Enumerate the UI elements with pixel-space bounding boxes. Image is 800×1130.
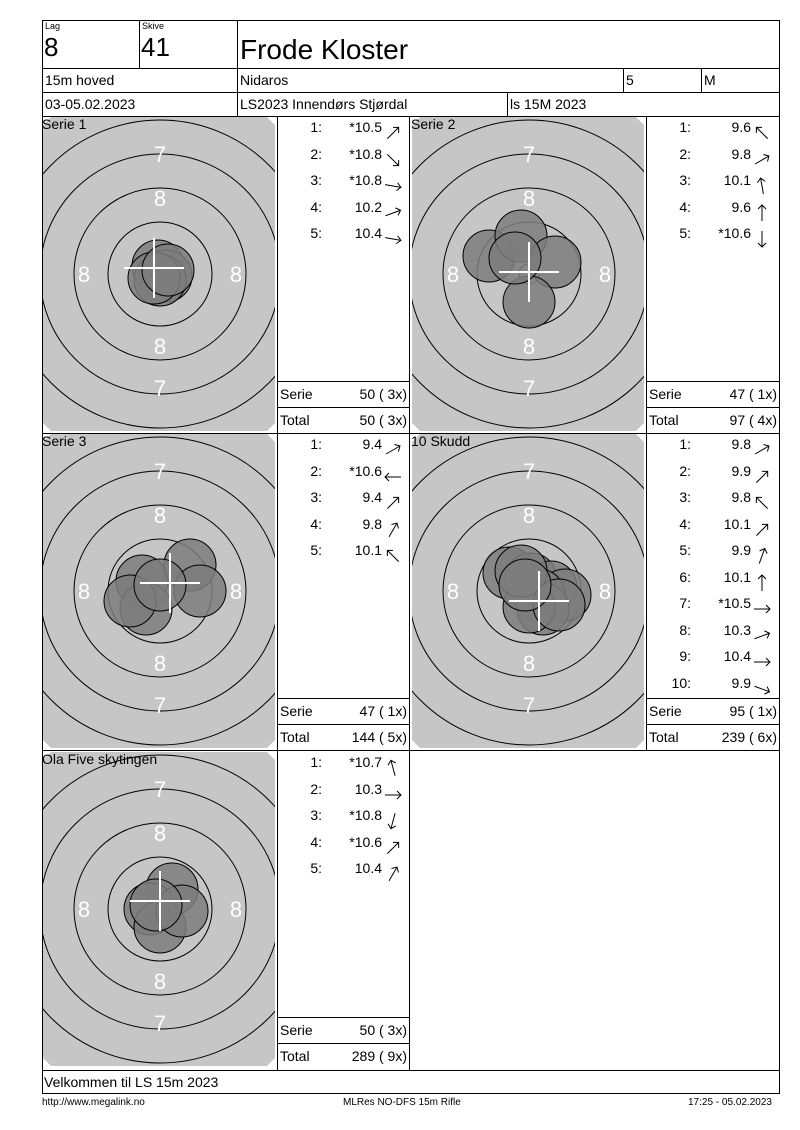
direction-arrow-icon [751, 676, 773, 702]
shot-row [645, 436, 775, 462]
shot-number: 3: [679, 172, 691, 188]
direction-arrow-icon [382, 490, 404, 516]
shot-row [276, 860, 406, 886]
shot-row [645, 675, 775, 701]
target-panel [43, 752, 275, 1066]
direction-arrow-icon [382, 517, 404, 543]
ring-label-7: 7 [153, 777, 167, 802]
ring-label-7: 7 [153, 459, 167, 484]
shot-number: 3: [310, 172, 322, 188]
direction-arrow-icon [751, 517, 773, 543]
ring-label-8: 8 [229, 897, 243, 922]
shot-number: 5: [679, 542, 691, 558]
shot-number: 1: [679, 436, 691, 452]
footer-url[interactable]: http://www.megalink.no [42, 1097, 145, 1108]
shot-score: 10.1 [723, 172, 751, 188]
total-label: Total [649, 729, 679, 745]
shot-row [645, 463, 775, 489]
target-card [412, 434, 644, 748]
target-panel [43, 117, 275, 431]
shot-number: 2: [310, 780, 322, 797]
direction-arrow-icon [382, 226, 404, 252]
shot-number: 3: [679, 489, 691, 505]
target-panel [412, 117, 644, 431]
ring-label-8: 8 [522, 651, 536, 676]
shot-score: 10.3 [354, 780, 382, 797]
shot-score: 10.3 [723, 621, 751, 638]
shot-score: 9.9 [731, 462, 751, 479]
total-value: 50 ( 3x) [359, 412, 407, 428]
shot-number: 1: [679, 119, 691, 135]
shot-row [276, 146, 406, 172]
ring-label-8: 8 [522, 334, 536, 359]
ring-label-8: 8 [446, 262, 460, 287]
shot-number: 4: [310, 833, 322, 850]
ring-label-8: 8 [598, 579, 612, 604]
shot-number: 1: [310, 119, 322, 135]
target-panel [43, 434, 275, 748]
panel-title: Serie 2 [411, 116, 456, 132]
serie-value: 50 ( 3x) [359, 1022, 407, 1038]
lag-value: 8 [44, 32, 59, 62]
shot-number: 3: [310, 807, 322, 823]
shot-row [645, 569, 775, 595]
direction-arrow-icon [751, 437, 773, 463]
ring-label-7: 7 [522, 376, 536, 401]
serie-value: 50 ( 3x) [359, 386, 407, 402]
total-value: 289 ( 9x) [351, 1048, 407, 1064]
shot-number: 5: [310, 542, 322, 558]
shot-number: 5: [679, 225, 691, 241]
total-value: 239 ( 6x) [721, 729, 777, 745]
shot-row [276, 463, 406, 489]
direction-arrow-icon [382, 861, 404, 887]
direction-arrow-icon [751, 120, 773, 146]
shot-number: 3: [310, 489, 322, 505]
shot-score: 9.8 [731, 436, 751, 452]
direction-arrow-icon [751, 464, 773, 490]
shot-row [645, 622, 775, 648]
direction-arrow-icon [751, 596, 773, 622]
shot-score: 10.4 [354, 860, 382, 876]
shot-row [645, 648, 775, 674]
panel-title: 10 Skudd [411, 433, 471, 449]
serie-value: 95 ( 1x) [729, 703, 777, 719]
shot-score: 9.4 [362, 436, 382, 452]
total-label: Total [280, 412, 310, 428]
shot-number: 4: [310, 515, 322, 532]
serie-summary [647, 699, 779, 723]
shot-row [276, 834, 406, 860]
shot-score: *10.5 [718, 595, 751, 611]
shot-row [276, 542, 406, 568]
shot-row [276, 489, 406, 515]
direction-arrow-icon [382, 173, 404, 199]
shot-score: 9.6 [731, 198, 751, 215]
serie-summary [278, 699, 409, 723]
direction-arrow-icon [751, 147, 773, 173]
shot-score: 9.9 [731, 542, 751, 558]
shot-score: 10.1 [354, 542, 382, 558]
ring-label-8: 8 [77, 897, 91, 922]
shot-score: 10.2 [354, 198, 382, 215]
shot-number: 6: [679, 568, 691, 585]
shot-number: 4: [310, 198, 322, 215]
shot-row [276, 516, 406, 542]
total-label: Total [280, 1048, 310, 1064]
shot-number: 5: [310, 225, 322, 241]
shot-row [645, 225, 775, 251]
class-label: 15m hoved [45, 72, 115, 88]
total-summary [278, 1044, 409, 1068]
ring-label-8: 8 [153, 186, 167, 211]
ring-label-7: 7 [522, 693, 536, 718]
shot-score: 10.1 [723, 568, 751, 585]
shot-score: 9.8 [731, 145, 751, 162]
ring-label-8: 8 [598, 262, 612, 287]
direction-arrow-icon [382, 755, 404, 781]
shot-number: 2: [310, 145, 322, 162]
panel-title: Serie 1 [42, 116, 87, 132]
shot-score: *10.5 [349, 119, 382, 135]
shot-row [276, 754, 406, 780]
shot-score: *10.8 [349, 145, 382, 162]
direction-arrow-icon [382, 543, 404, 569]
welcome-message: Velkommen til LS 15m 2023 [44, 1074, 219, 1090]
shot-number: 1: [310, 754, 322, 770]
direction-arrow-icon [751, 200, 773, 226]
shot-hole [142, 244, 194, 296]
total-value: 97 ( 4x) [729, 412, 777, 428]
shot-score: *10.7 [349, 754, 382, 770]
shot-row [276, 781, 406, 807]
direction-arrow-icon [751, 649, 773, 675]
shot-hole [499, 559, 551, 611]
shot-score: *10.8 [349, 807, 382, 823]
shot-score: 9.6 [731, 119, 751, 135]
serie-label: Serie [280, 1022, 313, 1038]
skive-value: 41 [141, 32, 170, 62]
target-card [43, 117, 275, 431]
shot-score: 9.9 [731, 674, 751, 691]
ring-label-7: 7 [153, 142, 167, 167]
total-summary [278, 408, 409, 432]
shot-row [276, 119, 406, 145]
direction-arrow-icon [382, 120, 404, 146]
gender-label: M [704, 72, 716, 88]
direction-arrow-icon [382, 200, 404, 226]
shot-number: 2: [679, 462, 691, 479]
total-summary [647, 408, 779, 432]
ring-label-8: 8 [522, 186, 536, 211]
shot-score: 10.4 [354, 225, 382, 241]
serie-summary [278, 1018, 409, 1042]
shot-row [645, 199, 775, 225]
shot-score: *10.6 [349, 462, 382, 479]
ring-label-8: 8 [446, 579, 460, 604]
ring-label-8: 8 [153, 334, 167, 359]
footer-software: MLRes NO-DFS 15m Rifle [343, 1097, 461, 1108]
shot-score: 9.4 [362, 489, 382, 505]
event-label: LS2023 Innendørs Stjørdal [240, 96, 408, 112]
direction-arrow-icon [382, 782, 404, 808]
shot-row [645, 595, 775, 621]
serie-label: Serie [280, 386, 313, 402]
ring-label-7: 7 [522, 459, 536, 484]
ring-label-8: 8 [77, 262, 91, 287]
target-card [412, 117, 644, 431]
shot-score: 10.1 [723, 515, 751, 532]
competition-label: ls 15M 2023 [510, 96, 587, 112]
shot-row [645, 146, 775, 172]
direction-arrow-icon [751, 543, 773, 569]
shot-number: 8: [679, 621, 691, 638]
skive-label: Skive [142, 21, 165, 31]
footer-timestamp: 17:25 - 05.02.2023 [688, 1097, 772, 1108]
total-label: Total [280, 729, 310, 745]
shot-number: 1: [310, 436, 322, 452]
ring-label-7: 7 [153, 376, 167, 401]
total-summary [278, 725, 409, 749]
shot-row [645, 489, 775, 515]
serie-summary [278, 382, 409, 406]
total-value: 144 ( 5x) [351, 729, 407, 745]
target-card [43, 752, 275, 1066]
target-card [43, 434, 275, 748]
direction-arrow-icon [382, 464, 404, 490]
direction-arrow-icon [751, 173, 773, 199]
shot-score: 10.4 [723, 648, 751, 664]
shot-row [276, 225, 406, 251]
serie-label: Serie [649, 386, 682, 402]
ring-label-7: 7 [153, 693, 167, 718]
shot-row [276, 436, 406, 462]
total-label: Total [649, 412, 679, 428]
serie-value: 47 ( 1x) [729, 386, 777, 402]
direction-arrow-icon [382, 835, 404, 861]
ring-label-8: 8 [153, 969, 167, 994]
club-label: Nidaros [240, 72, 289, 88]
shot-row [645, 542, 775, 568]
shot-number: 7: [679, 595, 691, 611]
shot-score: *10.6 [718, 225, 751, 241]
ring-label-8: 8 [229, 579, 243, 604]
direction-arrow-icon [382, 147, 404, 173]
shot-row [276, 199, 406, 225]
direction-arrow-icon [382, 808, 404, 834]
serie-label: Serie [280, 703, 313, 719]
serie-summary [647, 382, 779, 406]
target-panel [412, 434, 644, 748]
class-number: 5 [626, 72, 634, 88]
direction-arrow-icon [751, 226, 773, 252]
date-label: 03-05.02.2023 [45, 96, 136, 112]
shot-score: 9.8 [731, 489, 751, 505]
serie-label: Serie [649, 703, 682, 719]
ring-label-8: 8 [229, 262, 243, 287]
shot-number: 9: [679, 648, 691, 664]
total-summary [647, 725, 779, 749]
shot-number: 2: [310, 462, 322, 479]
ring-label-8: 8 [153, 821, 167, 846]
shot-number: 2: [679, 145, 691, 162]
ring-label-8: 8 [522, 503, 536, 528]
shot-number: 4: [679, 198, 691, 215]
direction-arrow-icon [751, 623, 773, 649]
shot-hole [130, 879, 182, 931]
lag-label: Lag [45, 21, 61, 31]
shot-row [645, 172, 775, 198]
shot-number: 4: [679, 515, 691, 532]
shot-number: 10: [671, 674, 691, 691]
shot-row [276, 807, 406, 833]
panel-title: Ola Five skytingen [42, 751, 158, 767]
ring-label-8: 8 [77, 579, 91, 604]
ring-label-7: 7 [522, 142, 536, 167]
serie-value: 47 ( 1x) [359, 703, 407, 719]
direction-arrow-icon [382, 437, 404, 463]
direction-arrow-icon [751, 490, 773, 516]
shot-number: 5: [310, 860, 322, 876]
shot-score: 9.8 [362, 515, 382, 532]
shot-score: *10.6 [349, 833, 382, 850]
shot-row [645, 119, 775, 145]
shooter-name: Frode Kloster [240, 34, 409, 65]
direction-arrow-icon [751, 570, 773, 596]
shot-row [276, 172, 406, 198]
shot-hole [134, 559, 186, 611]
shot-score: *10.8 [349, 172, 382, 188]
shot-hole [489, 232, 541, 284]
shot-row [645, 516, 775, 542]
ring-label-8: 8 [153, 651, 167, 676]
ring-label-7: 7 [153, 1011, 167, 1036]
panel-title: Serie 3 [42, 433, 87, 449]
ring-label-8: 8 [153, 503, 167, 528]
